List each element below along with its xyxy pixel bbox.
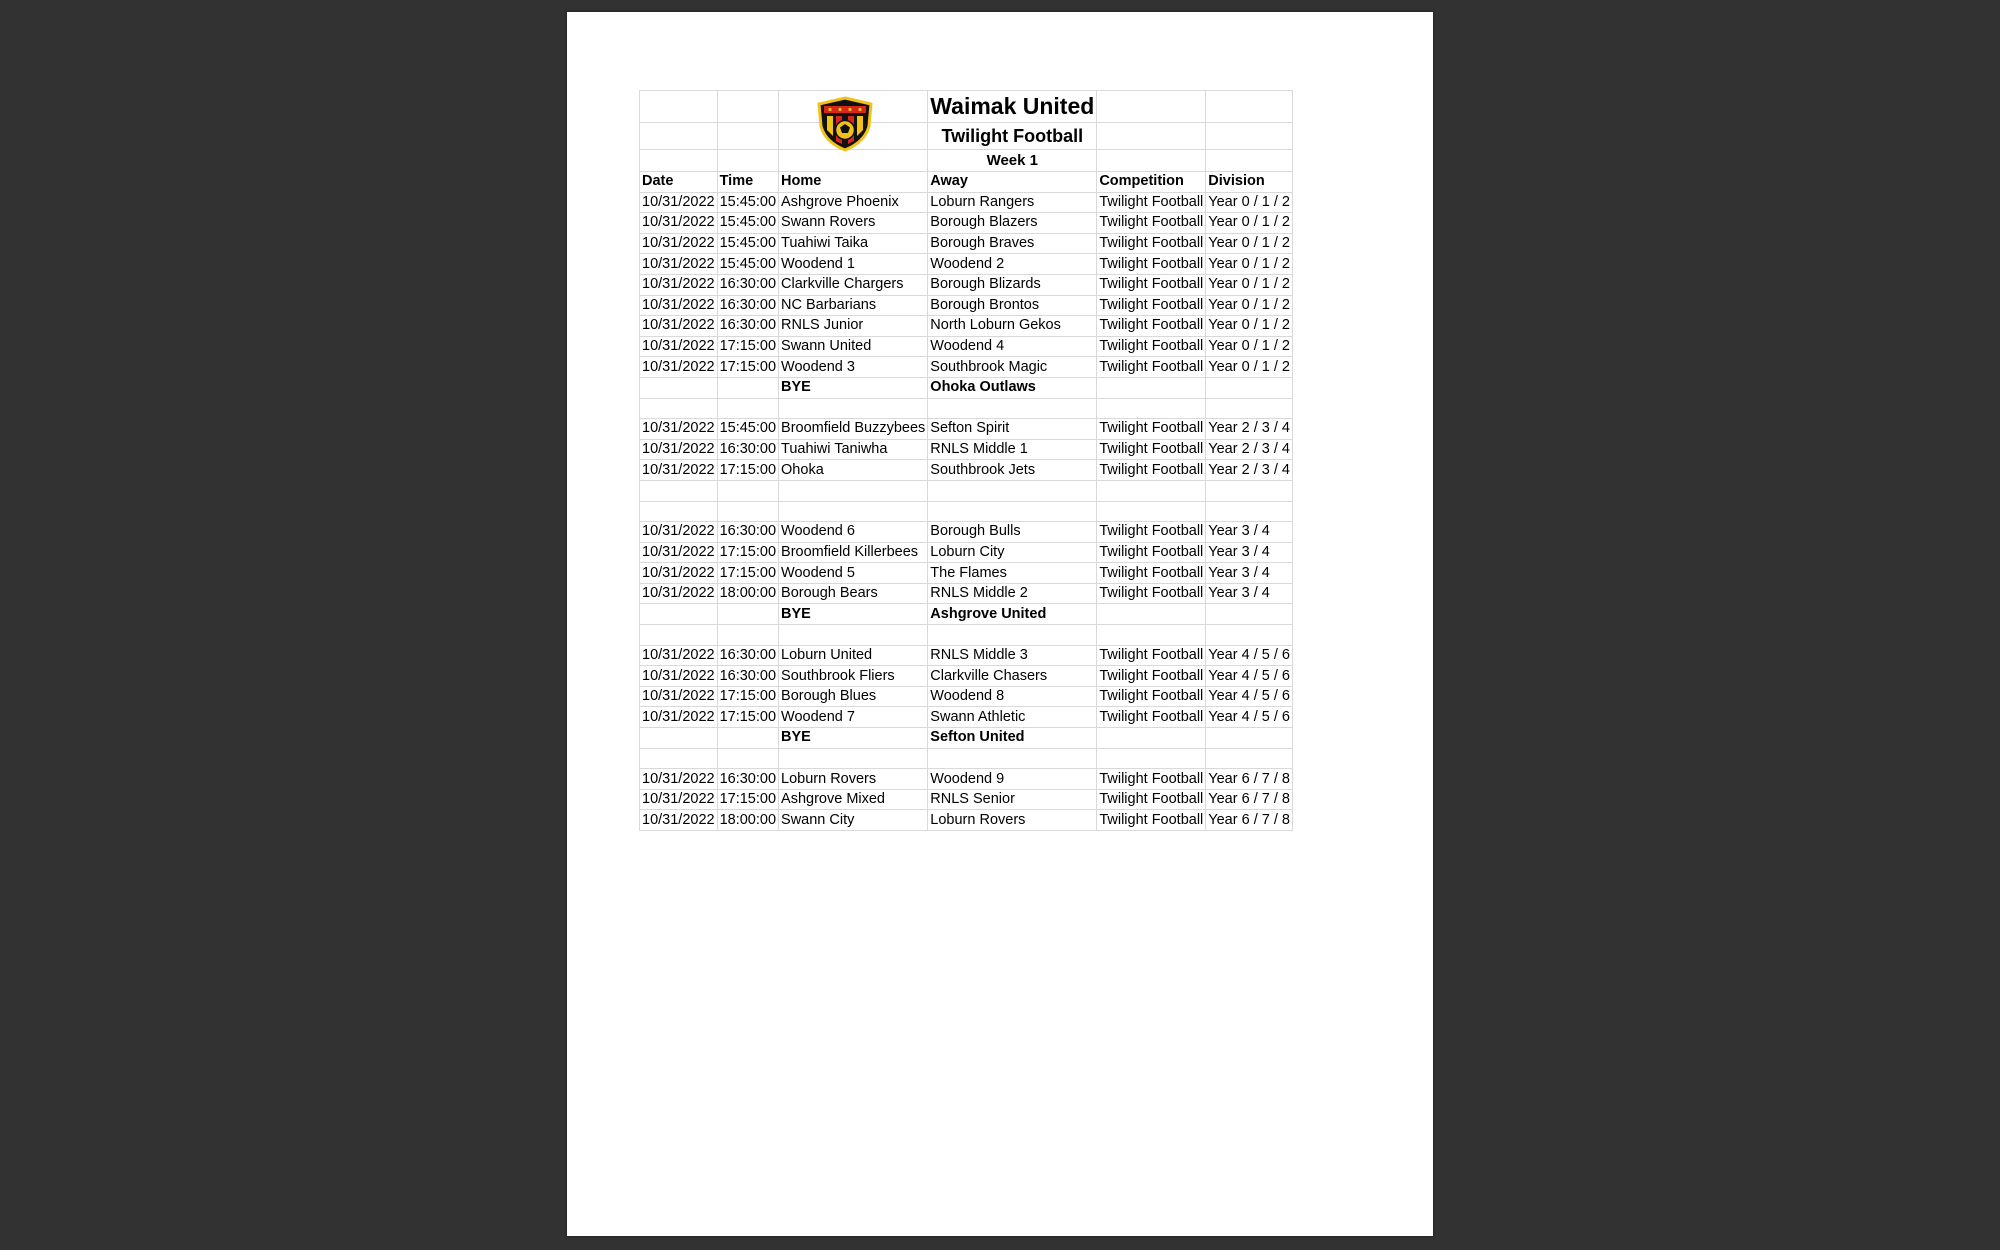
subtitle-row xyxy=(640,123,1293,150)
document-title: Waimak United xyxy=(928,91,1097,123)
cell-date: 10/31/2022 xyxy=(640,645,718,666)
cell-division: Year 6 / 7 / 8 xyxy=(1206,789,1293,810)
table-row xyxy=(640,357,1293,378)
blank-row xyxy=(640,480,1293,501)
table-row xyxy=(640,686,1293,707)
cell-date: 10/31/2022 xyxy=(640,419,718,440)
table-row xyxy=(640,254,1293,275)
week-row xyxy=(640,150,1293,172)
cell-away: RNLS Senior xyxy=(928,789,1097,810)
table-row xyxy=(640,316,1293,337)
cell-competition: Twilight Football xyxy=(1097,336,1206,357)
header-competition: Competition xyxy=(1097,172,1206,193)
cell-date: 10/31/2022 xyxy=(640,274,718,295)
cell-division: Year 0 / 1 / 2 xyxy=(1206,336,1293,357)
cell-division: Year 4 / 5 / 6 xyxy=(1206,686,1293,707)
cell-home: Tuahiwi Taika xyxy=(779,233,928,254)
bye-row xyxy=(640,728,1293,749)
table-row xyxy=(640,789,1293,810)
cell-date: 10/31/2022 xyxy=(640,254,718,275)
cell-competition: Twilight Football xyxy=(1097,522,1206,543)
cell-away: Borough Brontos xyxy=(928,295,1097,316)
cell-home: BYE xyxy=(779,604,928,625)
title-row xyxy=(640,91,1293,123)
fixtures-table-body xyxy=(640,91,1293,831)
cell-date: 10/31/2022 xyxy=(640,686,718,707)
cell-division: Year 3 / 4 xyxy=(1206,522,1293,543)
header-home: Home xyxy=(779,172,928,193)
cell-division: Year 6 / 7 / 8 xyxy=(1206,810,1293,831)
cell-division: Year 2 / 3 / 4 xyxy=(1206,419,1293,440)
table-row xyxy=(640,213,1293,234)
table-row xyxy=(640,810,1293,831)
cell-date: 10/31/2022 xyxy=(640,460,718,481)
cell-date: 10/31/2022 xyxy=(640,789,718,810)
cell-home: Swann City xyxy=(779,810,928,831)
cell-date: 10/31/2022 xyxy=(640,810,718,831)
cell-date: 10/31/2022 xyxy=(640,316,718,337)
cell-away: Southbrook Magic xyxy=(928,357,1097,378)
cell-away: Sefton Spirit xyxy=(928,419,1097,440)
cell-home: Loburn United xyxy=(779,645,928,666)
cell-time: 16:30:00 xyxy=(717,274,778,295)
table-row xyxy=(640,542,1293,563)
header-date: Date xyxy=(640,172,718,193)
cell-home: Broomfield Buzzybees xyxy=(779,419,928,440)
cell-away: Loburn City xyxy=(928,542,1097,563)
cell-division: Year 0 / 1 / 2 xyxy=(1206,254,1293,275)
cell-away: Ashgrove United xyxy=(928,604,1097,625)
cell-competition: Twilight Football xyxy=(1097,419,1206,440)
cell-away: Swann Athletic xyxy=(928,707,1097,728)
cell-away: Woodend 8 xyxy=(928,686,1097,707)
cell-competition: Twilight Football xyxy=(1097,563,1206,584)
cell-away: Borough Braves xyxy=(928,233,1097,254)
cell-away: RNLS Middle 2 xyxy=(928,583,1097,604)
cell-away: Woodend 2 xyxy=(928,254,1097,275)
cell-time: 18:00:00 xyxy=(717,583,778,604)
cell-away: RNLS Middle 3 xyxy=(928,645,1097,666)
table-row xyxy=(640,274,1293,295)
cell-division: Year 0 / 1 / 2 xyxy=(1206,357,1293,378)
cell-time: 17:15:00 xyxy=(717,686,778,707)
cell-time: 16:30:00 xyxy=(717,522,778,543)
cell-competition: Twilight Football xyxy=(1097,274,1206,295)
cell-away: Woodend 4 xyxy=(928,336,1097,357)
cell-date: 10/31/2022 xyxy=(640,295,718,316)
table-row xyxy=(640,645,1293,666)
cell-time: 15:45:00 xyxy=(717,192,778,213)
cell-competition: Twilight Football xyxy=(1097,542,1206,563)
cell-time: 15:45:00 xyxy=(717,419,778,440)
cell-competition: Twilight Football xyxy=(1097,707,1206,728)
cell-away: Borough Bulls xyxy=(928,522,1097,543)
cell-home: Swann Rovers xyxy=(779,213,928,234)
cell-time: 17:15:00 xyxy=(717,357,778,378)
document-subtitle: Twilight Football xyxy=(928,123,1097,150)
cell-away: Southbrook Jets xyxy=(928,460,1097,481)
blank-row xyxy=(640,501,1293,522)
cell-home: Tuahiwi Taniwha xyxy=(779,439,928,460)
cell-competition: Twilight Football xyxy=(1097,233,1206,254)
cell-date: 10/31/2022 xyxy=(640,439,718,460)
cell-time: 18:00:00 xyxy=(717,810,778,831)
cell-division: Year 2 / 3 / 4 xyxy=(1206,460,1293,481)
table-row xyxy=(640,233,1293,254)
cell-competition: Twilight Football xyxy=(1097,316,1206,337)
cell-time: 16:30:00 xyxy=(717,439,778,460)
fixtures-sheet xyxy=(639,90,1293,831)
cell-competition: Twilight Football xyxy=(1097,789,1206,810)
cell-time: 16:30:00 xyxy=(717,769,778,790)
cell-division: Year 0 / 1 / 2 xyxy=(1206,316,1293,337)
cell-home: BYE xyxy=(779,728,928,749)
cell-division: Year 0 / 1 / 2 xyxy=(1206,213,1293,234)
table-row xyxy=(640,769,1293,790)
cell-date: 10/31/2022 xyxy=(640,563,718,584)
cell-division: Year 3 / 4 xyxy=(1206,542,1293,563)
table-row xyxy=(640,707,1293,728)
blank-row xyxy=(640,398,1293,419)
cell-home: Borough Bears xyxy=(779,583,928,604)
table-row xyxy=(640,563,1293,584)
cell-home: Ohoka xyxy=(779,460,928,481)
cell-home: Southbrook Fliers xyxy=(779,666,928,687)
blank-row xyxy=(640,748,1293,769)
cell-home: Woodend 6 xyxy=(779,522,928,543)
club-crest-icon xyxy=(815,96,875,152)
cell-time: 17:15:00 xyxy=(717,460,778,481)
cell-time: 16:30:00 xyxy=(717,295,778,316)
cell-division: Year 0 / 1 / 2 xyxy=(1206,192,1293,213)
cell-division: Year 0 / 1 / 2 xyxy=(1206,233,1293,254)
cell-competition: Twilight Football xyxy=(1097,666,1206,687)
document-page xyxy=(567,12,1433,1236)
table-row xyxy=(640,666,1293,687)
cell-time: 16:30:00 xyxy=(717,316,778,337)
cell-competition: Twilight Football xyxy=(1097,213,1206,234)
cell-away: RNLS Middle 1 xyxy=(928,439,1097,460)
cell-date: 10/31/2022 xyxy=(640,707,718,728)
week-label: Week 1 xyxy=(928,150,1097,172)
cell-competition: Twilight Football xyxy=(1097,439,1206,460)
cell-time: 17:15:00 xyxy=(717,707,778,728)
cell-time: 16:30:00 xyxy=(717,645,778,666)
cell-competition: Twilight Football xyxy=(1097,583,1206,604)
cell-home: BYE xyxy=(779,377,928,398)
cell-date: 10/31/2022 xyxy=(640,666,718,687)
cell-away: The Flames xyxy=(928,563,1097,584)
cell-competition: Twilight Football xyxy=(1097,192,1206,213)
cell-division: Year 3 / 4 xyxy=(1206,563,1293,584)
cell-time: 15:45:00 xyxy=(717,233,778,254)
cell-home: Ashgrove Phoenix xyxy=(779,192,928,213)
bye-row xyxy=(640,377,1293,398)
cell-date: 10/31/2022 xyxy=(640,192,718,213)
table-row xyxy=(640,460,1293,481)
cell-home: Woodend 3 xyxy=(779,357,928,378)
cell-division: Year 0 / 1 / 2 xyxy=(1206,295,1293,316)
cell-date: 10/31/2022 xyxy=(640,542,718,563)
cell-home: Loburn Rovers xyxy=(779,769,928,790)
cell-away: Woodend 9 xyxy=(928,769,1097,790)
cell-date: 10/31/2022 xyxy=(640,357,718,378)
cell-competition: Twilight Football xyxy=(1097,810,1206,831)
cell-away: North Loburn Gekos xyxy=(928,316,1097,337)
cell-away: Loburn Rovers xyxy=(928,810,1097,831)
cell-away: Borough Blazers xyxy=(928,213,1097,234)
cell-time: 16:30:00 xyxy=(717,666,778,687)
cell-home: Borough Blues xyxy=(779,686,928,707)
table-row xyxy=(640,295,1293,316)
cell-home: Clarkville Chargers xyxy=(779,274,928,295)
cell-home: Ashgrove Mixed xyxy=(779,789,928,810)
cell-competition: Twilight Football xyxy=(1097,295,1206,316)
cell-date: 10/31/2022 xyxy=(640,522,718,543)
cell-competition: Twilight Football xyxy=(1097,254,1206,275)
cell-competition: Twilight Football xyxy=(1097,645,1206,666)
cell-home: Swann United xyxy=(779,336,928,357)
cell-time: 17:15:00 xyxy=(717,563,778,584)
cell-date: 10/31/2022 xyxy=(640,769,718,790)
cell-competition: Twilight Football xyxy=(1097,686,1206,707)
cell-time: 15:45:00 xyxy=(717,254,778,275)
cell-home: Woodend 1 xyxy=(779,254,928,275)
cell-away: Borough Blizards xyxy=(928,274,1097,295)
header-row xyxy=(640,172,1293,193)
table-row xyxy=(640,583,1293,604)
cell-time: 17:15:00 xyxy=(717,789,778,810)
cell-division: Year 4 / 5 / 6 xyxy=(1206,666,1293,687)
cell-time: 15:45:00 xyxy=(717,213,778,234)
table-row xyxy=(640,439,1293,460)
table-row xyxy=(640,192,1293,213)
cell-time: 17:15:00 xyxy=(717,336,778,357)
cell-competition: Twilight Football xyxy=(1097,460,1206,481)
blank-row xyxy=(640,625,1293,646)
cell-home: NC Barbarians xyxy=(779,295,928,316)
table-row xyxy=(640,522,1293,543)
cell-date: 10/31/2022 xyxy=(640,213,718,234)
cell-time: 17:15:00 xyxy=(717,542,778,563)
cell-division: Year 4 / 5 / 6 xyxy=(1206,707,1293,728)
cell-home: Woodend 5 xyxy=(779,563,928,584)
logo-cell xyxy=(779,91,928,123)
table-row xyxy=(640,419,1293,440)
header-time: Time xyxy=(717,172,778,193)
cell-away: Clarkville Chasers xyxy=(928,666,1097,687)
cell-division: Year 4 / 5 / 6 xyxy=(1206,645,1293,666)
header-division: Division xyxy=(1206,172,1293,193)
cell-home: RNLS Junior xyxy=(779,316,928,337)
cell-competition: Twilight Football xyxy=(1097,357,1206,378)
cell-competition: Twilight Football xyxy=(1097,769,1206,790)
cell-away: Loburn Rangers xyxy=(928,192,1097,213)
cell-home: Broomfield Killerbees xyxy=(779,542,928,563)
cell-date: 10/31/2022 xyxy=(640,583,718,604)
header-away: Away xyxy=(928,172,1097,193)
cell-division: Year 2 / 3 / 4 xyxy=(1206,439,1293,460)
cell-division: Year 6 / 7 / 8 xyxy=(1206,769,1293,790)
cell-division: Year 3 / 4 xyxy=(1206,583,1293,604)
cell-date: 10/31/2022 xyxy=(640,336,718,357)
cell-date: 10/31/2022 xyxy=(640,233,718,254)
table-row xyxy=(640,336,1293,357)
bye-row xyxy=(640,604,1293,625)
cell-division: Year 0 / 1 / 2 xyxy=(1206,274,1293,295)
cell-away: Ohoka Outlaws xyxy=(928,377,1097,398)
cell-home: Woodend 7 xyxy=(779,707,928,728)
cell-away: Sefton United xyxy=(928,728,1097,749)
